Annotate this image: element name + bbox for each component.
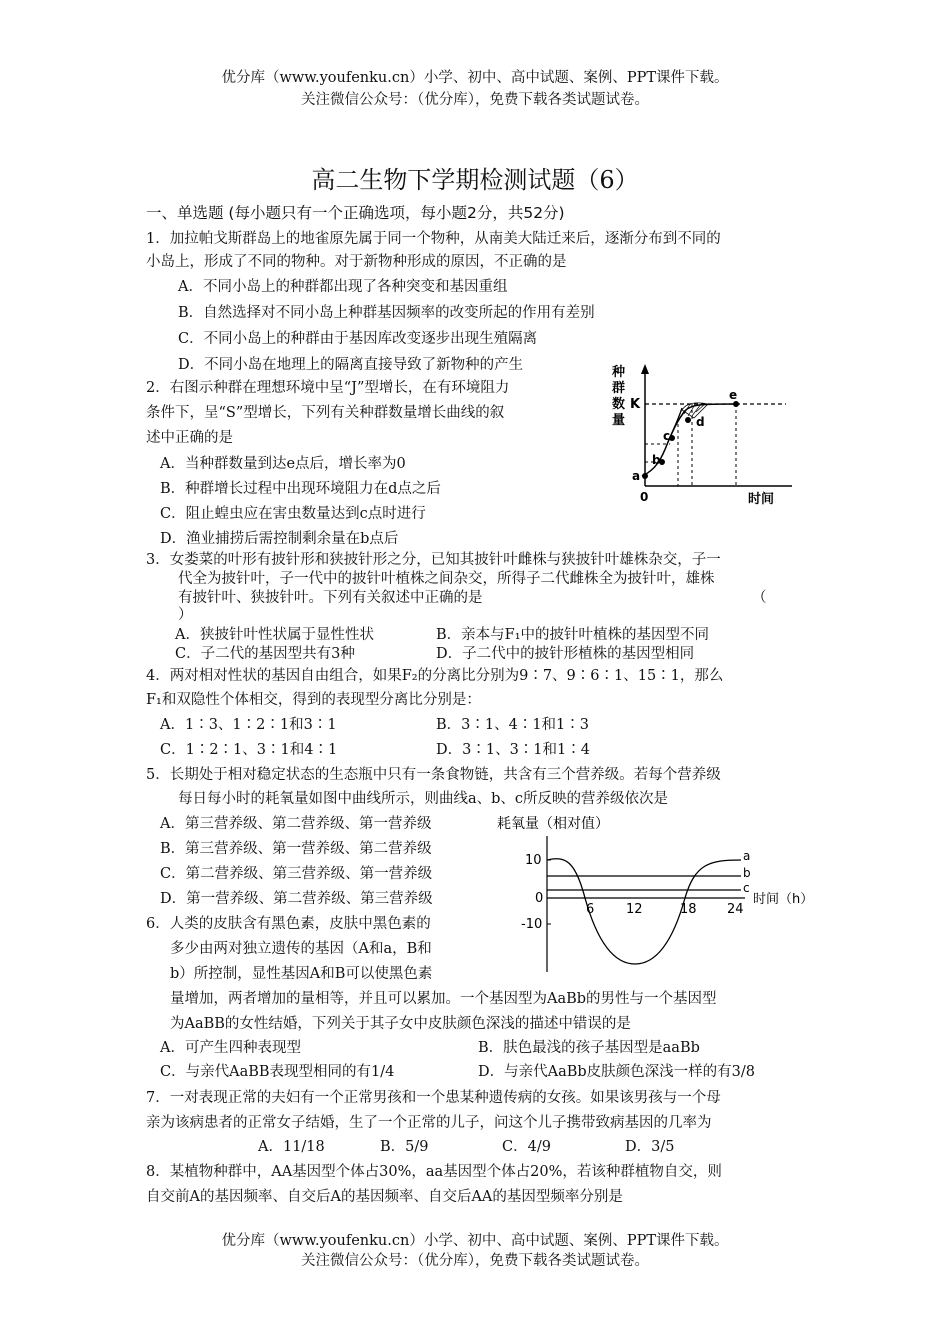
q7-option-b: B．5/9 [380,1139,429,1155]
q6-option-c: C．与亲代AaBB表现型相同的有1/4 [160,1064,395,1080]
q1-stem-line2: 小岛上，形成了不同的物种。对于新物种形成的原因，不正确的是 [146,254,567,270]
q6-option-a: A．可产生四种表现型 [160,1040,301,1056]
q7-stem-line2: 亲为该病患者的正常女子结婚，生了一个正常的儿子，问这个儿子携带致病基因的几率为 [146,1115,712,1131]
q3-stem-line3: 有披针叶、狭披针叶。下列有关叙述中正确的是 [178,590,483,606]
q4-stem-line2: F₁和双隐性个体相交，得到的表现型分离比分别是： [146,692,481,708]
graph2-ytick-10: 10 [525,853,542,868]
graph1-label-e: e [729,388,738,402]
graph2-ytick-0: 0 [535,891,544,906]
q2-stem-line2: 条件下，呈“S”型增长，下列有关种群数量增长曲线的叙 [146,405,505,421]
q5-option-a: A．第三营养级、第二营养级、第一营养级 [160,816,432,832]
graph2-xlabel: 时间（h） [753,892,814,907]
header-line-2: 关注微信公众号：（优分库），免费下载各类试题试卷。 [301,92,649,108]
q2-stem-line3: 述中正确的是 [146,430,233,446]
graph1-origin: 0 [640,490,649,504]
graph1-point-a [642,473,648,479]
q6-option-b: B．肤色最浅的孩子基因型是aaBb [478,1040,700,1056]
q6-stem-line2: 多少由两对独立遗传的基因（A和a，B和 [170,941,432,957]
header-line-1: 优分库（www.youfenku.cn）小学、初中、高中试题、案例、PPT课件下载。 [221,70,729,86]
q5-stem-line1: 5．长期处于相对稳定状态的生态瓶中只有一条食物链，共含有三个营养级。若每个营养级 [146,767,721,783]
graph1-ylabel-3: 数 [612,397,626,412]
section-heading: 一、单选题 (每小题只有一个正确选项，每小题2分，共52分) [146,204,565,222]
q8-stem-line2: 自交前A的基因频率、自交后A的基因频率、自交后AA的基因型频率分别是 [146,1189,623,1205]
graph1-y-arrow [641,364,649,374]
graph1-label-a: a [632,469,641,483]
graph1-ylabel-2: 群 [612,381,626,396]
q4-option-a: A．1∶3、1∶2∶1和3∶1 [160,717,337,733]
q8-stem-line1: 8．某植物种群中，AA基因型个体占30%，aa基因型个体占20%，若该种群植物自交，则 [146,1164,722,1180]
graph2-label-a: a [743,849,751,863]
q1-option-d: D．不同小岛在地理上的隔离直接导致了新物种的产生 [178,357,524,373]
graph1-label-d: d [696,415,705,429]
graph2-ytick-neg10: -10 [521,917,543,932]
graph2-xtick-24: 24 [727,902,744,917]
q4-option-b: B．3∶1、4∶1和1∶3 [436,717,590,733]
q2-option-d: D．渔业捕捞后需控制剩余量在b点后 [160,531,399,547]
q6-stem-line4: 量增加，两者增加的量相等，并且可以累加。一个基因型为AaBb的男性与一个基因型 [170,991,717,1007]
q2-option-b: B．种群增长过程中出现环境阻力在d点之后 [160,481,441,497]
q5-option-b: B．第三营养级、第一营养级、第二营养级 [160,841,432,857]
q3-option-b: B．亲本与F₁中的披针叶植株的基因型不同 [436,627,710,643]
q7-stem-line1: 7．一对表现正常的夫妇有一个正常男孩和一个患某种遗传病的女孩。如果该男孩与一个母 [146,1090,721,1106]
graph2-curve-a [547,859,741,964]
q3-answer-paren-close: ） [178,607,193,623]
q2-option-c: C．阻止蝗虫应在害虫数量达到c点时进行 [160,506,426,522]
q1-option-a: A．不同小岛上的种群都出现了各种突变和基因重组 [178,279,508,295]
q7-option-c: C．4/9 [502,1139,551,1155]
q2-stem-line1: 2．右图示种群在理想环境中呈“J”型增长，在有环境阻力 [146,380,510,396]
population-growth-graph [600,358,800,508]
q3-option-c: C．子二代的基因型共有3种 [175,646,355,662]
q4-stem-line1: 4．两对相对性状的基因自由组合，如果F₂的分离比分别为9∶7、9∶6∶1、15∶1，那么 [146,668,724,684]
graph2-xtick-18: 18 [680,902,697,917]
graph1-point-d [685,417,691,423]
q3-option-d: D．子二代中的披针形植株的基因型相同 [436,646,695,662]
q3-answer-paren-open: （ [752,590,767,606]
graph1-ylabel-1: 种 [612,365,626,380]
graph1-k-label: K [630,397,641,412]
q7-option-d: D．3/5 [625,1139,675,1155]
q3-stem-line2: 代全为披针叶，子一代中的披针叶植株之间杂交，所得子二代雌株全为披针叶，雄株 [178,571,715,587]
graph2-title: 耗氧量（相对值） [497,816,609,832]
graph1-ylabel-4: 量 [612,413,626,428]
q1-option-b: B．自然选择对不同小岛上种群基因频率的改变所起的作用有差别 [178,305,595,321]
graph1-label-c: c [663,429,671,443]
graph1-xlabel: 时间 [748,492,775,507]
graph2-xtick-12: 12 [626,902,643,917]
q2-option-a: A．当种群数量到达e点后，增长率为0 [160,456,406,472]
graph2-label-b: b [743,866,751,880]
graph2-label-c: c [743,881,750,895]
oxygen-consumption-graph [495,812,815,974]
q7-option-a: A．11/18 [258,1139,325,1155]
q6-stem-line3: b）所控制，显性基因A和B可以使黑色素 [170,966,433,982]
graph2-xtick-6: 6 [586,902,595,917]
q1-option-c: C．不同小岛上的种群由于基因库改变逐步出现生殖隔离 [178,331,538,347]
q6-stem-line1: 6．人类的皮肤含有黑色素，皮肤中黑色素的 [146,916,431,932]
q1-stem-line1: 1．加拉帕戈斯群岛上的地雀原先属于同一个物种，从南美大陆迁来后，逐渐分布到不同的 [146,231,721,247]
page-title: 高二生物下学期检测试题（6） [311,166,639,194]
footer-line-2: 关注微信公众号：（优分库），免费下载各类试题试卷。 [301,1253,649,1269]
q6-option-d: D．与亲代AaBb皮肤颜色深浅一样的有3/8 [478,1064,756,1080]
q5-stem-line2: 每日每小时的耗氧量如图中曲线所示，则曲线a、b、c所反映的营养级依次是 [178,791,669,807]
q4-option-d: D．3∶1、3∶1和1∶4 [436,742,590,758]
graph1-label-b: b [652,453,661,467]
q6-stem-line5: 为AaBB的女性结婚，下列关于其子女中皮肤颜色深浅的描述中错误的是 [170,1016,631,1032]
q3-stem-line1: 3．女娄菜的叶形有披针形和狭披针形之分，已知其披针叶雌株与狭披针叶雄株杂交，子一 [146,552,721,568]
footer-line-1: 优分库（www.youfenku.cn）小学、初中、高中试题、案例、PPT课件下载。 [221,1233,729,1249]
q3-option-a: A．狭披针叶性状属于显性性状 [175,627,374,643]
q5-option-d: D．第一营养级、第二营养级、第三营养级 [160,891,433,907]
q5-option-c: C．第二营养级、第三营养级、第一营养级 [160,866,433,882]
q4-option-c: C．1∶2∶1、3∶1和4∶1 [160,742,338,758]
